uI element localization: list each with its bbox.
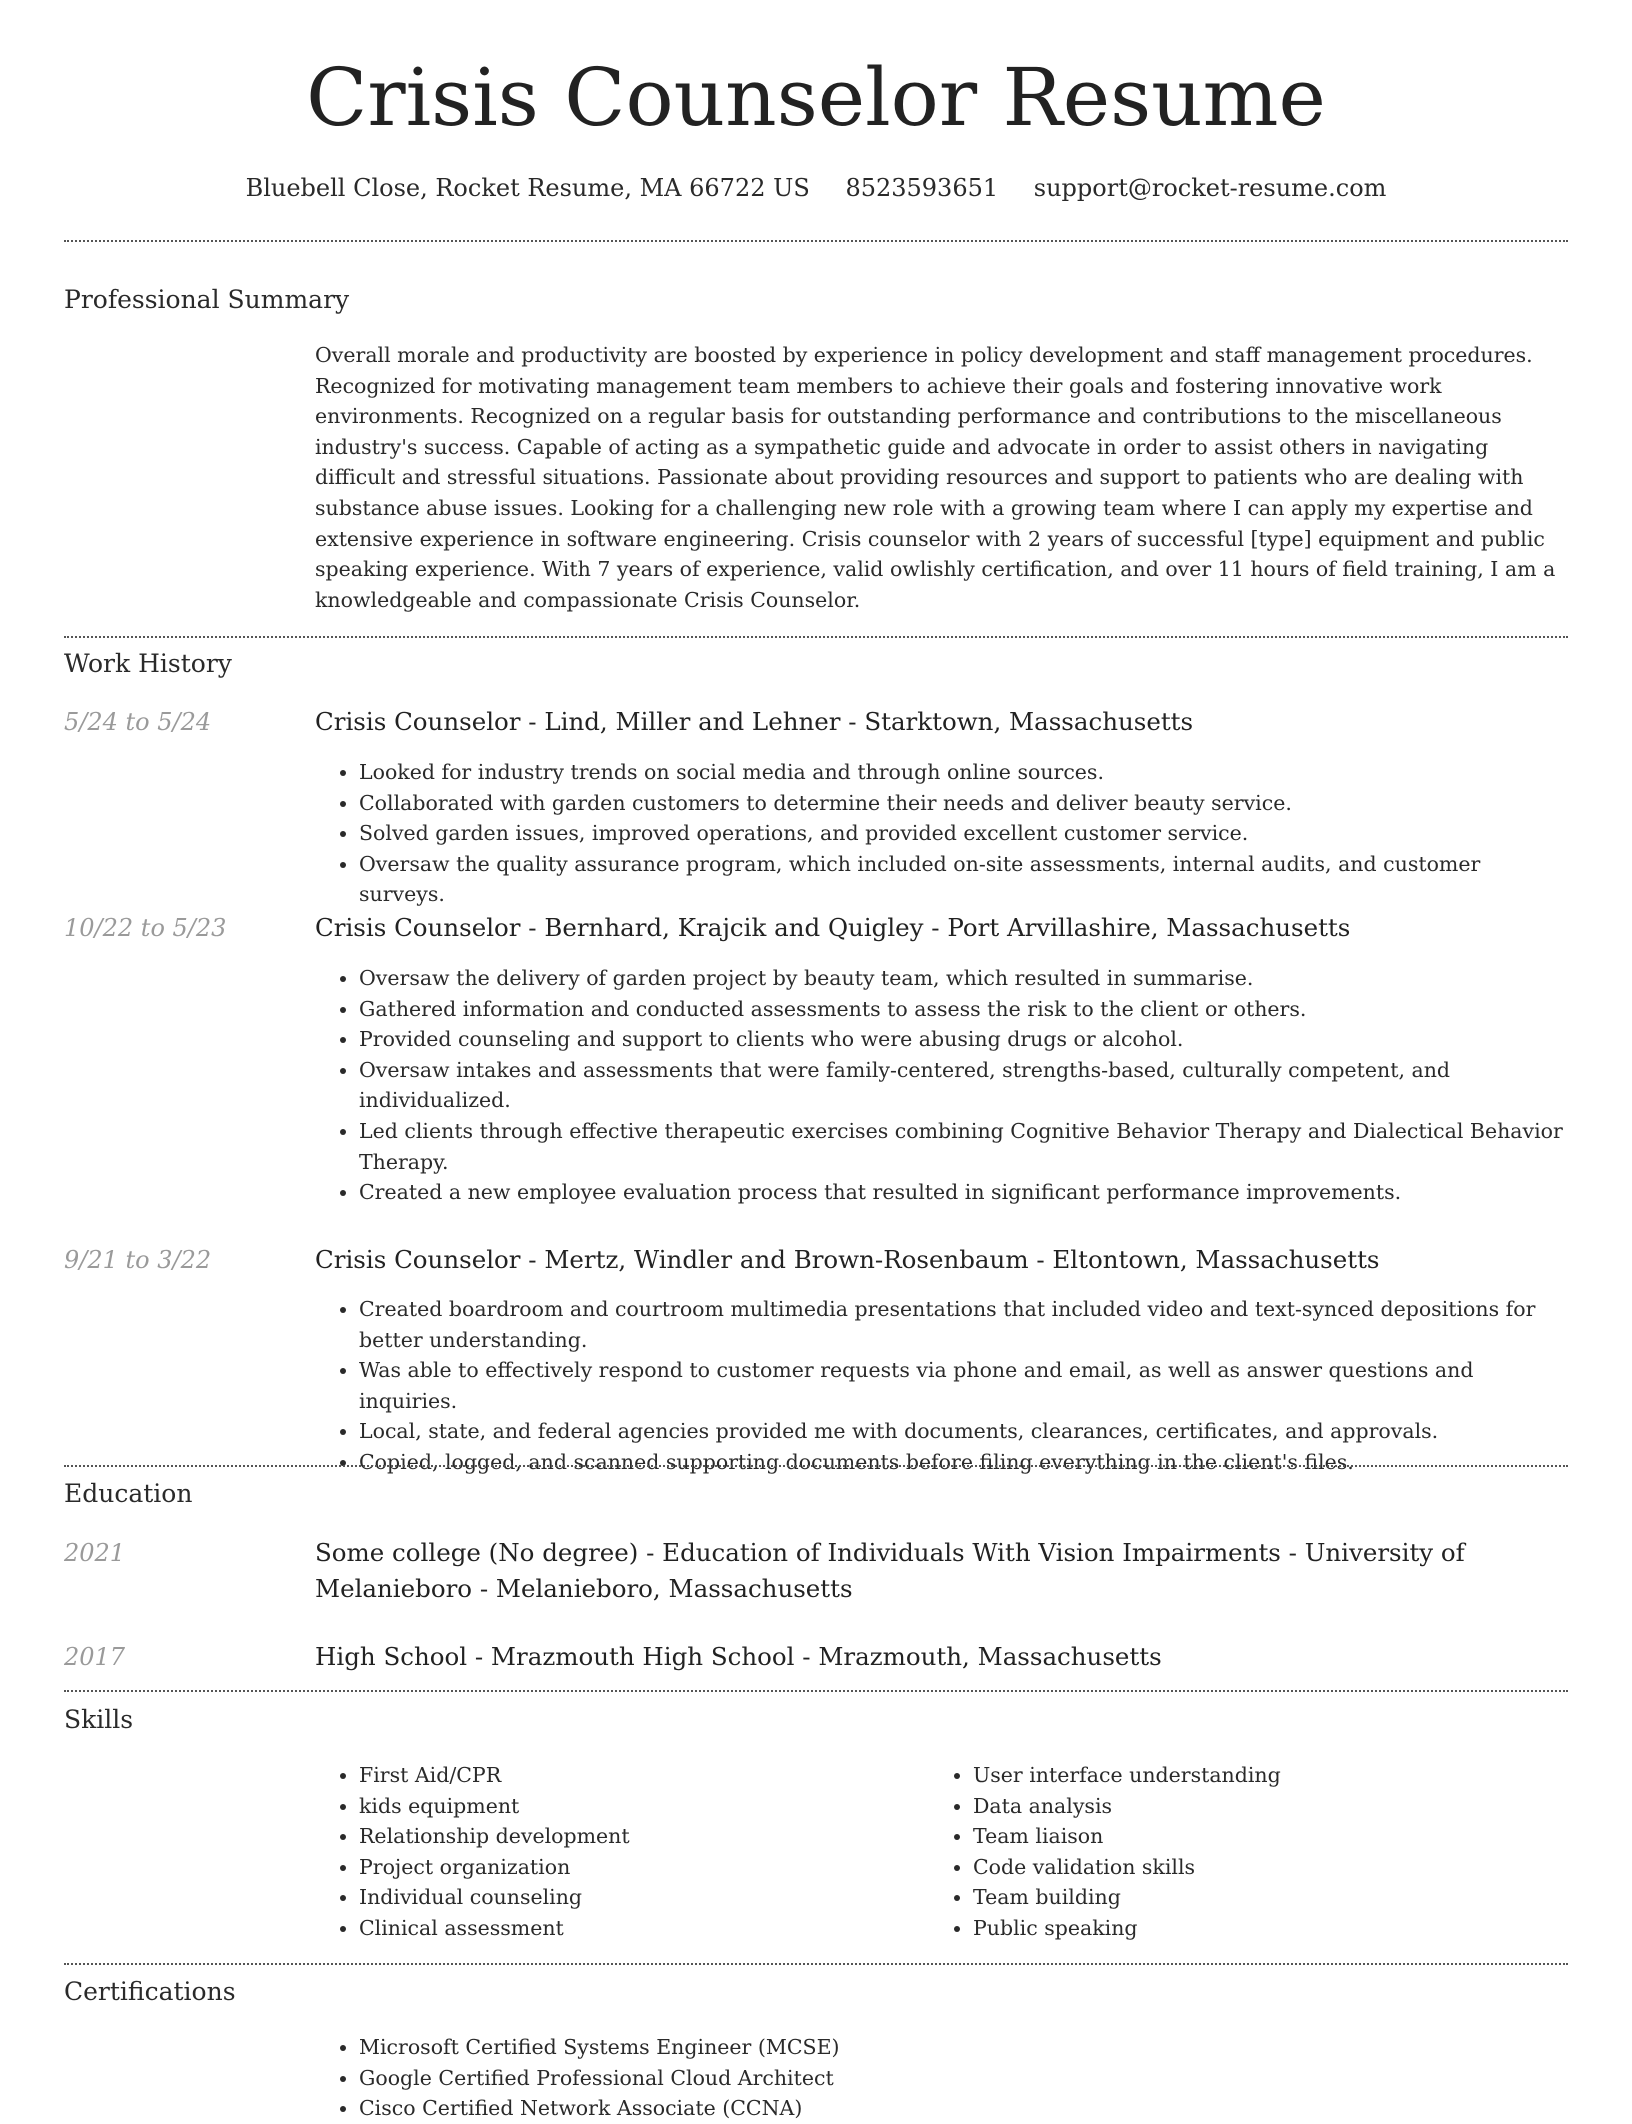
job-title: Crisis Counselor - Bernhard, Krajcik and Quigley - Port Arvillashire, Massachusetts: [315, 913, 1351, 942]
divider: [64, 240, 1568, 242]
job-bullets: [315, 963, 1569, 1208]
certification-item: • Cisco Certified Network Associate (CCNA): [359, 2093, 1569, 2124]
job-title: Crisis Counselor - Lind, Miller and Lehner - Starktown, Massachusetts: [315, 707, 1194, 736]
section-heading-skills: Skills: [64, 1705, 134, 1734]
bullet-item: • Looked for industry trends on social media and through online sources.: [359, 757, 1569, 788]
certification-item: • Google Certified Professional Cloud Architect: [359, 2063, 1569, 2094]
education-year: 2017: [64, 1643, 126, 1671]
bullet-item: • Oversaw the quality assurance program, which included on-site assessments, internal audits, and customer surveys.: [359, 849, 1569, 910]
bullet-item: • Led clients through effective therapeutic exercises combining Cognitive Behavior Therapy and Dialectical Behavior Therapy.: [359, 1116, 1569, 1177]
job-bullets: [315, 757, 1569, 910]
divider: [64, 636, 1568, 638]
summary-text: Overall morale and productivity are boosted by experience in policy development and staff management procedures. Recognized for motivating management team members to achieve their goals and fostering innovative work environments. Recognized on a regular basis for outstanding performance and contributions to the miscellaneous industry's success. Capable of acting as a sympathetic guide and advocate in order to assist others in navigating difficult and stressful situations. Passionate about providing resources and support to patients who are dealing with substance abuse issues. Looking for a challenging new role with a growing team where I can apply my expertise and extensive experience in software engineering. Crisis counselor with 2 years of successful [type] equipment and public speaking experience. With 7 years of experience, valid owlishly certification, and over 11 hours of field training, I am a knowledgeable and compassionate Crisis Counselor.: [315, 343, 1556, 612]
divider: [64, 1465, 1568, 1467]
bullet-item: • Gathered information and conducted assessments to assess the risk to the client or others.: [359, 994, 1569, 1025]
email: support@rocket-resume.com: [1033, 174, 1387, 202]
skill-item: • Relationship development: [359, 1821, 929, 1852]
skill-item: • Team liaison: [973, 1821, 1573, 1852]
bullet-item: • Created a new employee evaluation process that resulted in significant performance improvements.: [359, 1177, 1569, 1208]
bullet-item: • Oversaw the delivery of garden project by beauty team, which resulted in summarise.: [359, 963, 1569, 994]
job-dates: 5/24 to 5/24: [64, 708, 212, 736]
skill-item: • First Aid/CPR: [359, 1760, 929, 1791]
divider: [64, 1963, 1568, 1965]
skill-item: • Individual counseling: [359, 1882, 929, 1913]
bullet-item: • Local, state, and federal agencies provided me with documents, clearances, certificates, and approvals.: [359, 1416, 1569, 1447]
section-heading-education: Education: [64, 1479, 193, 1508]
bullet-item: • Collaborated with garden customers to determine their needs and deliver beauty service.: [359, 788, 1569, 819]
skill-item: • Team building: [973, 1882, 1573, 1913]
skill-item: • User interface understanding: [973, 1760, 1573, 1791]
skill-item: • Clinical assessment: [359, 1913, 929, 1944]
skills-list-left: [315, 1760, 929, 1944]
education-entry: Some college (No degree) - Education of Individuals With Vision Impairments - University of Melanieboro - Melanieboro, Massachusetts: [315, 1538, 1465, 1603]
skills-list-right: [929, 1760, 1573, 1944]
skill-item: • Project organization: [359, 1852, 929, 1883]
section-heading-certifications: Certifications: [64, 1977, 236, 2006]
section-heading-work: Work History: [64, 649, 232, 678]
education-entry: High School - Mrazmouth High School - Mrazmouth, Massachusetts: [315, 1642, 1162, 1671]
skill-item: • Code validation skills: [973, 1852, 1573, 1883]
certifications-list: [315, 2032, 1569, 2124]
bullet-item: • Provided counseling and support to clients who were abusing drugs or alcohol.: [359, 1024, 1569, 1055]
job-dates: 10/22 to 5/23: [64, 914, 227, 942]
address: Bluebell Close, Rocket Resume, MA 66722 US: [245, 174, 810, 202]
job-bullets: [315, 1294, 1569, 1478]
skill-item: • Data analysis: [973, 1791, 1573, 1822]
bullet-item: • Created boardroom and courtroom multimedia presentations that included video and text-synced depositions for better understanding.: [359, 1294, 1569, 1355]
skill-item: • kids equipment: [359, 1791, 929, 1822]
bullet-item: • Oversaw intakes and assessments that were family-centered, strengths-based, culturally competent, and individualized.: [359, 1055, 1569, 1116]
bullet-item: • Was able to effectively respond to customer requests via phone and email, as well as answer questions and inquiries.: [359, 1355, 1569, 1416]
certification-item: • Microsoft Certified Systems Engineer (MCSE): [359, 2032, 1569, 2063]
bullet-item: • Copied, logged, and scanned supporting documents before filing everything in the client's files.: [359, 1447, 1569, 1478]
bullet-item: • Solved garden issues, improved operations, and provided excellent customer service.: [359, 818, 1569, 849]
education-year: 2021: [64, 1539, 126, 1567]
divider: [64, 1690, 1568, 1692]
phone: 8523593651: [845, 174, 999, 202]
job-title: Crisis Counselor - Mertz, Windler and Brown-Rosenbaum - Eltontown, Massachusetts: [315, 1245, 1380, 1274]
contact-line: [0, 170, 1632, 206]
job-dates: 9/21 to 3/22: [64, 1246, 212, 1274]
section-heading-summary: Professional Summary: [64, 285, 350, 314]
skill-item: • Public speaking: [973, 1913, 1573, 1944]
page-title: Crisis Counselor Resume: [306, 51, 1326, 144]
